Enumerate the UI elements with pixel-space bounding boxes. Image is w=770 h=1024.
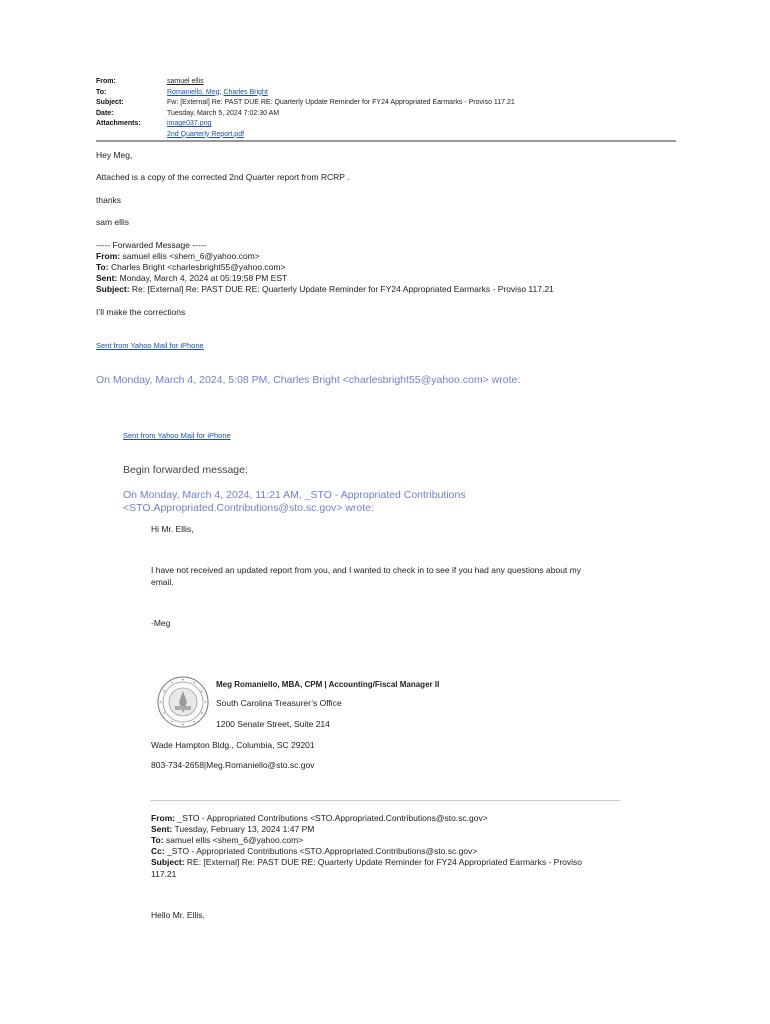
date-label: Date: xyxy=(96,109,114,117)
signature-address2: Wade Hampton Bldg., Columbia, SC 29201 xyxy=(151,740,315,750)
orig-to-value: samuel ellis <shem_6@yahoo.com> xyxy=(165,835,304,845)
orig-to-row xyxy=(151,835,303,847)
corrections-line: I’ll make the corrections xyxy=(96,307,186,317)
orig-sent-row xyxy=(151,824,314,836)
date-value: Tuesday, March 5, 2024 7:02:30 AM xyxy=(167,109,280,117)
fw-subject-label: Subject: xyxy=(96,284,130,294)
orig-subject-row xyxy=(151,857,582,869)
fw-sent-label: Sent: xyxy=(96,273,118,283)
greeting: Hey Meg, xyxy=(96,150,133,160)
yahoo-mail-link-2[interactable]: Sent from Yahoo Mail for iPhone xyxy=(123,431,231,440)
header-divider xyxy=(96,140,676,142)
orig-sent-value: Tuesday, February 13, 2024 1:47 PM xyxy=(174,824,315,834)
paragraph-line1: I have not received an updated report from you, and I wanted to check in to see if you had any questions about my xyxy=(151,565,581,575)
email-header xyxy=(96,77,515,140)
from-link[interactable]: samuel ellis xyxy=(167,78,204,85)
signature-address1: 1200 Senate Street, Suite 214 xyxy=(216,719,330,729)
orig-from-value: _STO - Appropriated Contributions <STO.Appropriated.Contributions@sto.sc.gov> xyxy=(177,813,488,823)
fw-subject-value: Re: [External] Re: PAST DUE RE: Quarterly Update Reminder for FY24 Appropriated Earmarks - Proviso 117.21 xyxy=(131,284,554,294)
fw-from-value: samuel ellis <shem_6@yahoo.com> xyxy=(122,251,260,261)
attachments-label: Attachments: xyxy=(96,120,141,127)
fw-from-label: From: xyxy=(96,251,121,261)
yahoo-mail-link[interactable]: Sent from Yahoo Mail for iPhone xyxy=(96,341,204,350)
header-subject-row xyxy=(96,98,515,109)
signature-name: Meg Romaniello, MBA, CPM | Accounting/Fiscal Manager II xyxy=(216,680,440,689)
orig-sent-label: Sent: xyxy=(151,824,173,834)
to-link-charles[interactable]: Charles Bright xyxy=(223,88,268,96)
orig-cc-value: _STO - Appropriated Contributions <STO.Appropriated.Contributions@sto.sc.gov> xyxy=(167,846,478,856)
subject-value: Fw: [External] Re: PAST DUE RE: Quarterly Update Reminder for FY24 Appropriated Earmarks - Proviso 117.21 xyxy=(167,99,515,106)
forward-divider: ----- Forwarded Message ----- xyxy=(96,240,207,250)
attachment-link-image[interactable]: image037.png xyxy=(167,120,212,127)
paragraph-line2: email. xyxy=(151,577,174,587)
to-separator: ; xyxy=(219,88,222,96)
orig-subject-continuation: 117.21 xyxy=(151,869,177,879)
meg-signoff: -Meg xyxy=(151,618,171,628)
quote-header-sto-line2: <STO.Appropriated.Contributions@sto.sc.gov> wrote: xyxy=(123,502,374,514)
header-date-row xyxy=(96,109,515,120)
signoff: sam ellis xyxy=(96,217,130,227)
quote-header-sto-line1: On Monday, March 4, 2024, 11:21 AM, _STO - Appropriated Contributions xyxy=(123,489,466,501)
message-line: Attached is a copy of the corrected 2nd Quarter report from RCRP . xyxy=(96,172,350,182)
quote-header-charles: On Monday, March 4, 2024, 5:08 PM, Charles Bright <charlesbright55@yahoo.com> wrote: xyxy=(96,374,521,386)
fw-to-value: Charles Bright <charlesbright55@yahoo.com> xyxy=(110,262,286,272)
to-link-meg[interactable]: Romaniello, Meg xyxy=(167,88,220,96)
fw-subject-row xyxy=(96,284,554,296)
fw-to-row xyxy=(96,262,285,274)
fw-from-row xyxy=(96,251,260,263)
header-to-row xyxy=(96,88,515,99)
hello-line: Hello Mr. Ellis, xyxy=(151,910,205,920)
signature-contact: 803-734-2658|Meg.Romaniello@sto.sc.gov xyxy=(151,760,315,770)
thanks: thanks xyxy=(96,195,122,205)
orig-subject-value: RE: [External] Re: PAST DUE RE: Quarterly Update Reminder for FY24 Appropriated Earmarks - Proviso xyxy=(186,857,582,867)
subject-label: Subject: xyxy=(96,99,124,106)
orig-subject-label: Subject: xyxy=(151,857,185,867)
fw-sent-row xyxy=(96,273,287,285)
header-attachments-row xyxy=(96,119,515,140)
treasurer-seal-icon xyxy=(157,676,209,728)
hi-line: Hi Mr. Ellis, xyxy=(151,524,194,534)
from-label: From: xyxy=(96,78,116,85)
orig-cc-label: Cc: xyxy=(151,846,165,856)
to-label: To: xyxy=(96,88,107,96)
begin-forwarded: Begin forwarded message: xyxy=(123,464,248,476)
orig-to-label: To: xyxy=(151,835,164,845)
fw-sent-value: Monday, March 4, 2024 at 05:19:58 PM EST xyxy=(119,273,288,283)
signature-office: South Carolina Treasurer’s Office xyxy=(216,698,342,708)
fw-to-label: To: xyxy=(96,262,109,272)
orig-from-label: From: xyxy=(151,813,176,823)
orig-cc-row xyxy=(151,846,477,858)
original-message-divider xyxy=(150,800,620,801)
header-from-row xyxy=(96,77,515,88)
attachment-link-pdf[interactable]: 2nd Quarterly Report.pdf xyxy=(167,130,245,138)
orig-from-row xyxy=(151,813,488,825)
